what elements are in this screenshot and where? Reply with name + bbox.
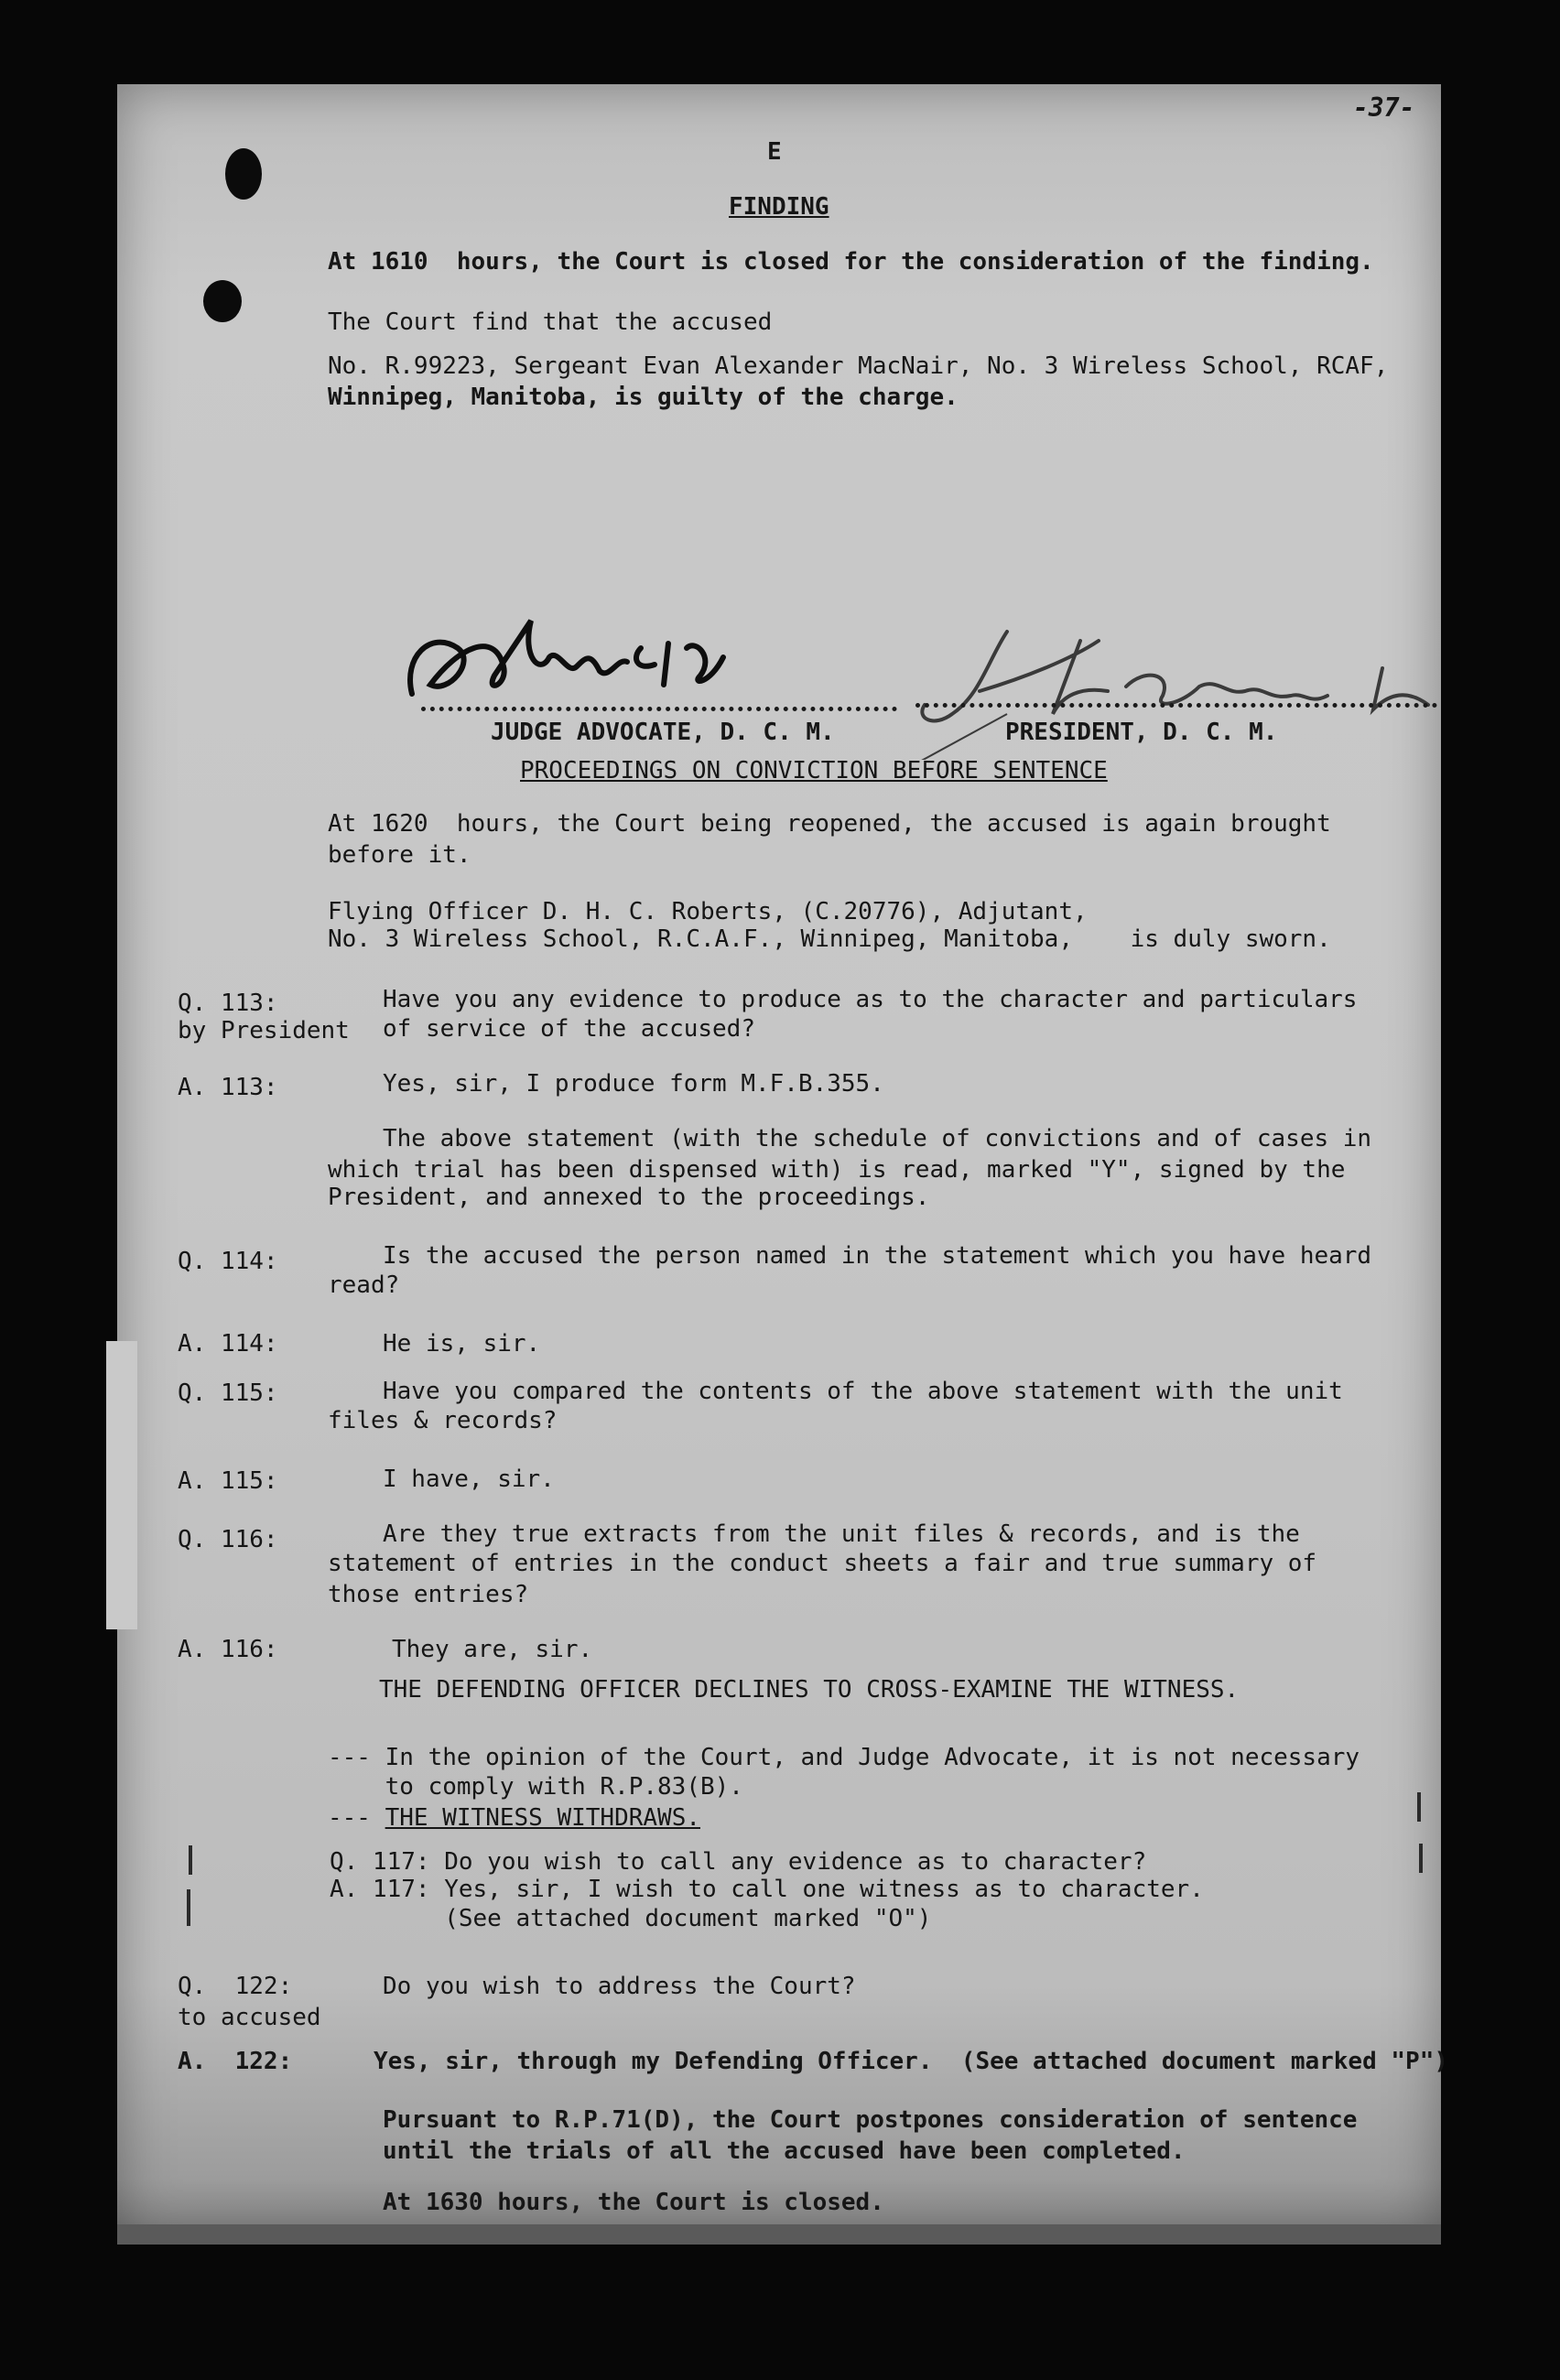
proceedings-paragraph-2-line-1: Flying Officer D. H. C. Roberts, (C.20776), Adjutant,: [328, 898, 1088, 925]
a115-text: I have, sir.: [383, 1466, 555, 1493]
statement-line-3: President, and annexed to the proceedings.: [328, 1184, 930, 1211]
finding-paragraph-1: At 1610 hours, the Court is closed for the consideration of the finding.: [328, 248, 1374, 276]
finding-verdict: Winnipeg, Manitoba, is guilty of the charge.: [328, 384, 959, 411]
right-margin-mark-1: [1417, 1792, 1421, 1822]
opinion-line-1: --- In the opinion of the Court, and Judge Advocate, it is not necessary: [328, 1744, 1360, 1771]
finding-paragraph-2: The Court find that the accused: [328, 308, 773, 336]
a116-text: They are, sir.: [392, 1636, 593, 1663]
q115-text-line-2: files & records?: [328, 1407, 558, 1434]
statement-line-1: The above statement (with the schedule of convictions and of cases in: [383, 1125, 1372, 1152]
a117-text-line-2: (See attached document marked "O"): [330, 1905, 932, 1932]
q115-text-line-1: Have you compared the contents of the above statement with the unit: [383, 1378, 1343, 1405]
scan-shadow-band: [117, 2224, 1441, 2245]
proceedings-heading: PROCEEDINGS ON CONVICTION BEFORE SENTENCE: [520, 757, 1108, 784]
q113-sublabel: by President: [178, 1017, 350, 1044]
a114-text: He is, sir.: [383, 1330, 541, 1358]
finding-heading: FINDING: [729, 193, 829, 221]
opinion-line-2: to comply with R.P.83(B).: [328, 1773, 743, 1801]
final-line-2: until the trials of all the accused have been completed.: [383, 2137, 1186, 2165]
president-label: PRESIDENT, D. C. M.: [1005, 719, 1278, 746]
defending-officer-statement: THE DEFENDING OFFICER DECLINES TO CROSS-EXAMINE THE WITNESS.: [379, 1676, 1240, 1704]
q113-label: Q. 113:: [178, 990, 278, 1017]
q116-text-line-3: those entries?: [328, 1581, 529, 1608]
finding-paragraph-3-line-2: [328, 383, 959, 412]
a122-label: A. 122:: [178, 2048, 293, 2075]
q114-label: Q. 114:: [178, 1248, 278, 1275]
a115-label: A. 115:: [178, 1467, 278, 1495]
witness-withdraws-line: [328, 1803, 700, 1833]
q117-text: Q. 117: Do you wish to call any evidence as to character?: [330, 1848, 1147, 1876]
q116-text-line-2: statement of entries in the conduct sheets a fair and true summary of: [328, 1550, 1317, 1577]
withdraws-dash: ---: [328, 1804, 385, 1832]
a122-text: Yes, sir, through my Defending Officer. (See attached document marked "P"): [374, 2048, 1448, 2075]
final-line-3: At 1630 hours, the Court is closed.: [383, 2189, 884, 2216]
page-number: -37-: [1353, 92, 1415, 123]
punch-hole-top: [225, 148, 262, 200]
section-letter: E: [767, 138, 782, 166]
finding-paragraph-3-line-1: No. R.99223, Sergeant Evan Alexander MacNair, No. 3 Wireless School, RCAF,: [328, 352, 1389, 380]
q113-text-line-1: Have you any evidence to produce as to the character and particulars: [383, 986, 1358, 1013]
q122-sublabel: to accused: [178, 2004, 321, 2031]
q116-text-line-1: Are they true extracts from the unit files & records, and is the: [383, 1520, 1300, 1548]
punch-hole-bottom: [203, 280, 242, 322]
final-line-1: Pursuant to R.P.71(D), the Court postpones consideration of sentence: [383, 2106, 1358, 2134]
q114-text-line-2: read?: [328, 1271, 400, 1299]
left-margin-mark-1: [189, 1845, 192, 1875]
a116-label: A. 116:: [178, 1636, 278, 1663]
a113-label: A. 113:: [178, 1074, 278, 1101]
president-signature-line: [915, 703, 1437, 708]
a114-label: A. 114:: [178, 1330, 278, 1358]
q113-text-line-2: of service of the accused?: [383, 1015, 755, 1043]
witness-withdraws: THE WITNESS WITHDRAWS.: [385, 1804, 700, 1832]
right-margin-mark-2: [1419, 1844, 1423, 1873]
q122-label: Q. 122:: [178, 1973, 293, 2000]
q122-text: Do you wish to address the Court?: [383, 1973, 856, 2000]
q116-label: Q. 116:: [178, 1526, 278, 1553]
proceedings-paragraph-2-line-2: No. 3 Wireless School, R.C.A.F., Winnipeg, Manitoba, is duly sworn.: [328, 925, 1331, 953]
q114-text-line-1: Is the accused the person named in the statement which you have heard: [383, 1242, 1372, 1270]
left-margin-mark-2: [187, 1889, 190, 1926]
q115-label: Q. 115:: [178, 1379, 278, 1407]
a117-text-line-1: A. 117: Yes, sir, I wish to call one witness as to character.: [330, 1876, 1204, 1903]
page-edge-fold: [106, 1341, 137, 1629]
statement-line-2: which trial has been dispensed with) is read, marked "Y", signed by the: [328, 1156, 1346, 1184]
judge-advocate-label: JUDGE ADVOCATE, D. C. M.: [491, 719, 835, 746]
proceedings-paragraph-1-line-1: At 1620 hours, the Court being reopened, the accused is again brought: [328, 810, 1331, 838]
judge-advocate-signature-line: [421, 707, 897, 711]
a113-text: Yes, sir, I produce form M.F.B.355.: [383, 1070, 884, 1098]
proceedings-paragraph-1-line-2: before it.: [328, 841, 471, 869]
judge-advocate-signature: [394, 593, 760, 721]
